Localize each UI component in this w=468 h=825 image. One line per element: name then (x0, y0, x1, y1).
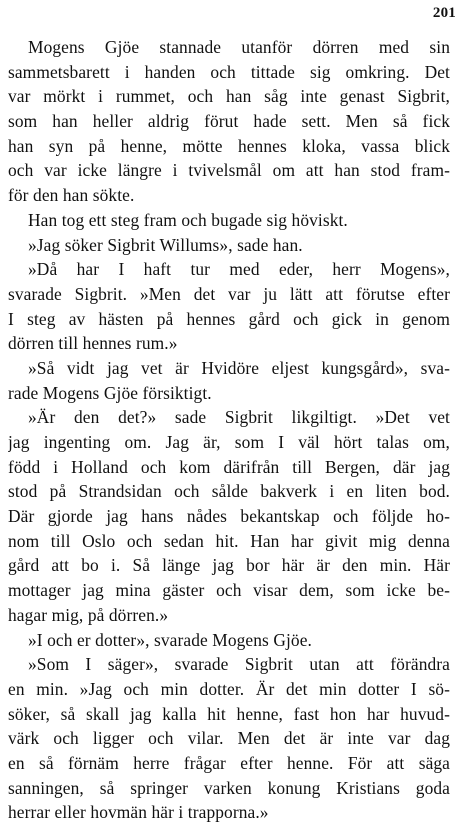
text-line: sanningen, så springer varken konung Kristians goda (8, 777, 450, 798)
text-line: en så förnäm herre frågar efter henne. För att säga (8, 752, 450, 773)
text-line: sammetsbarett i handen och tittade sig omkring. Det (8, 61, 450, 82)
text-line: svarade Sigbrit. »Men det var ju lätt att förutse efter (8, 283, 450, 304)
text-line: han syn på henne, mötte hennes kloka, vassa blick (8, 135, 450, 156)
text-line: söker, så skall jag kalla hit henne, fast hon har huvud- (8, 703, 450, 724)
text-line: »Så vidt jag vet är Hvidöre eljest kungsgård», sva- (28, 357, 450, 378)
text-line: Han tog ett steg fram och bugade sig höviskt. (28, 209, 348, 230)
text-line: stod på Strandsidan och sålde bakverk i en liten bod. (8, 481, 450, 502)
text-line: jag ingenting om. Jag är, som I väl hört talas om, (8, 432, 450, 452)
text-line: herrar eller hovmän här i trapporna.» (8, 802, 269, 823)
text-line: rade Mogens Gjöe försiktigt. (8, 382, 212, 403)
text-line: som han heller aldrig förut hade sett. Men så fick (8, 111, 450, 132)
text-line: gård att bo i. Så länge jag bor här är den min. Här (8, 555, 450, 576)
text-line: »Då har I haft tur med eder, herr Mogens», (28, 259, 450, 280)
text-line: född i Holland och kom därifrån till Bergen, där jag (8, 456, 450, 477)
text-line: var mörkt i rummet, och han såg inte genast Sigbrit, (8, 86, 450, 107)
text-line: dörren till hennes rum.» (8, 333, 178, 354)
text-line: nom till Oslo och sedan hit. Han har givit mig denna (8, 530, 450, 551)
body-text (8, 35, 450, 825)
text-line: för den han sökte. (8, 185, 135, 206)
text-line: I steg av hästen på hennes gård och gick in genom (8, 308, 450, 329)
text-line: värk och ligger och vilar. Men det är inte var dag (8, 728, 450, 749)
text-line: Där gjorde jag hans nådes bekantskap och följde ho- (8, 506, 450, 527)
text-line: »Är den det?» sade Sigbrit likgiltigt. »Det vet (28, 407, 450, 428)
text-line: »Som I säger», svarade Sigbrit utan att förändra (28, 654, 450, 675)
page-number: 201 (432, 5, 456, 21)
text-line: mottager jag mina gäster och visar dem, som icke be- (8, 580, 450, 601)
text-line: »I och er dotter», svarade Mogens Gjöe. (28, 629, 312, 650)
text-line: och var icke längre i tvivelsmål om att han stod fram- (8, 160, 450, 181)
text-line: Mogens Gjöe stannade utanför dörren med sin (28, 37, 450, 57)
text-line: hagar mig, på dörren.» (8, 604, 169, 625)
text-line: »Jag söker Sigbrit Willums», sade han. (28, 234, 303, 255)
text-line: en min. »Jag och min dotter. Är det min dotter I sö- (8, 678, 450, 699)
